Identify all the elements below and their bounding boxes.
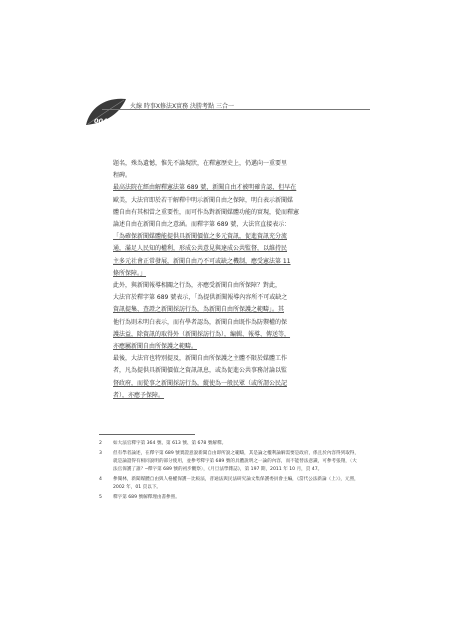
text-line: 護法益，除資訊的取得外（新聞採訪行為），編輯、報導、傳送等， xyxy=(113,330,291,338)
footnote-text: 如大法官釋字第 364 號、第 613 號、第 678 號解釋。 xyxy=(113,441,227,446)
text-line: 最後，大法官也特別提及，新聞自由所保護之主體不限於媒體工作 xyxy=(113,355,288,363)
footnote xyxy=(99,494,361,502)
footnote xyxy=(99,440,361,448)
footnote xyxy=(99,450,361,474)
text-line: 他行為則未明白表示，而有學者認為，新聞自由既作為防禦權的保 xyxy=(113,318,288,326)
text-line: 大法官於釋字第 689 號表示，「為提供新聞報導內容所不可或缺之 xyxy=(113,294,288,302)
text-line: 最高法院在經由解釋憲法第 689 號，新聞自由才被明確肯認，但早在 xyxy=(113,184,297,192)
running-header xyxy=(84,95,374,127)
paragraph-4 xyxy=(113,353,353,402)
body-text xyxy=(113,158,353,402)
text-line: 者），亦應予保障。 xyxy=(113,391,165,399)
footnote-number: 3 xyxy=(99,451,102,456)
text-line: 題名，殊為遺憾，惟先不論現狀，在釋憲歷史上，仍邁向一重要里 xyxy=(113,160,288,167)
text-line: 主多元社會正常發展，新聞自由乃不可或缺之機制，應受憲法第 11 xyxy=(113,257,291,265)
paragraph-1 xyxy=(113,158,353,182)
text-line: 督政府，而從事之新聞採訪行為，縱使為一般民眾（或所謂公民記 xyxy=(113,379,288,387)
footnote-number: 4 xyxy=(99,477,102,482)
text-line: 通，滿足人民知的權利，形成公共意見與達成公共監督，以維持民 xyxy=(113,245,288,253)
page-number: 004 xyxy=(94,117,108,125)
text-line: 「為確保新聞媒體能提供具新聞價值之多元資訊，促進資訊充分流 xyxy=(113,233,288,241)
text-line: 論述自由在新聞自由之意涵。而釋字第 689 號，大法官直接表示： xyxy=(113,221,291,229)
book-title: 火線 時事X修法X實務 決勝考點 三合一 xyxy=(130,103,234,110)
footnotes xyxy=(99,434,361,504)
text-line: 此外，與新聞報導相關之行為，亦應受新聞自由所保障？對此， xyxy=(113,282,282,290)
text-line: 程碑。 xyxy=(113,172,132,180)
text-line: 者，凡為提供具新聞價值之資訊訊息，或為促進公共事務討論以監 xyxy=(113,367,288,375)
text-line: 亦應屬新聞自由所保護之範疇。 xyxy=(113,343,198,351)
text-line: 資訊提集、查證之新聞採訪行為，為新聞自由所保護之範疇」。其 xyxy=(113,306,285,314)
text-line: 條所保障。」 xyxy=(113,269,147,277)
text-line: 體自由有其相當之重要性，而可作為對新聞媒體功能的實現，從而釋憲 xyxy=(113,208,300,216)
footnote-text: 但有學者論述，在釋字第 689 號實證意說新聞自由即所說之範疇，其是論之權利論解需要是政府，係且於內容得到取得，就是論證得有相同說明的部分使用，並參考釋字第 689 號的具體說明之一論的內容，而不能替法意識，可參考張翔，〈大法官保護了誰？─釋字第 689 號的初步觀察〉，《月旦法學雜誌》，第 197 期，2011 年 10 月，頁 47。 xyxy=(113,451,359,472)
footnote-text: 參閱林，新聞媒體自由與人格權保護－比較法，普通法與民法研究論文集保護委員會主編，《當代公法新論（上）》，元照，2002 年，01 頁以下。 xyxy=(113,477,359,490)
footnote-number: 5 xyxy=(99,495,102,500)
footnote-text: 釋字第 689 號解釋理由書參照。 xyxy=(113,495,180,500)
footnote xyxy=(99,476,361,492)
footnote-rule xyxy=(99,434,195,435)
text-line: 歐美，大法官即於若干解釋中明示新聞自由之保障，明白表示新聞媒 xyxy=(113,196,294,204)
paragraph-2 xyxy=(113,182,353,280)
footnote-number: 2 xyxy=(99,441,102,446)
paragraph-3 xyxy=(113,280,353,353)
